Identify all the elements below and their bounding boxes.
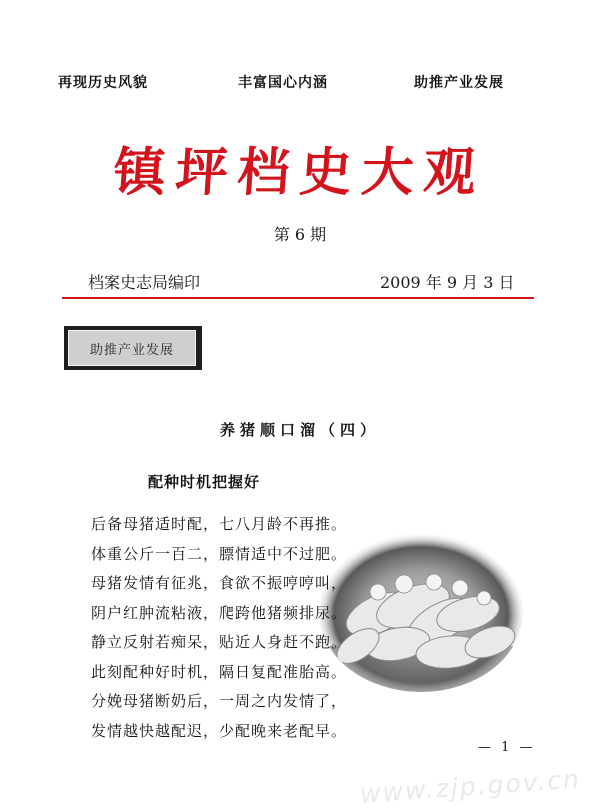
issue-number: 第 6 期 <box>273 225 327 244</box>
slogan-3: 助推产业发展 <box>414 75 504 91</box>
article-title: 养猪顺口溜（四） <box>219 421 380 439</box>
site-watermark: www.zjp.gov.cn <box>359 764 582 809</box>
column-label-inner <box>68 330 196 366</box>
poem-line: 分娩母猪断奶后，一周之内发情了， <box>91 692 348 710</box>
column-label: 助推产业发展 <box>89 342 174 358</box>
header-slogans <box>0 72 600 96</box>
poem-body <box>91 510 531 746</box>
poem-line: 后备母猪适时配，七八月龄不再推。 <box>91 515 348 533</box>
poem-line: 阴户红肿流粘液，爬跨他猪频排尿。 <box>91 603 348 622</box>
poem-line: 体重公斤一百二，膘情适中不过肥。 <box>91 544 348 563</box>
poem-line: 母猪发情有征兆，食欲不振哼哼叫， <box>91 574 348 592</box>
slogan-2: 丰富国心内涵 <box>238 75 328 91</box>
publish-date: 2009 年 9 月 3 日 <box>380 273 515 292</box>
masthead-title: 镇坪档史大观 <box>111 143 488 203</box>
slogan-1: 再现历史风貌 <box>58 75 148 91</box>
poem-line: 此刻配种好时机，隔日复配准胎高。 <box>91 662 348 681</box>
section-heading: 配种时机把握好 <box>148 473 261 491</box>
page-number: — 1 — <box>478 740 536 755</box>
column-label-box <box>64 326 202 370</box>
red-rule-divider <box>62 297 534 299</box>
poem-line: 发情越快越配迟，少配晚来老配早。 <box>91 721 348 740</box>
poem-line: 静立反射若痴呆，贴近人身赶不跑。 <box>91 633 348 651</box>
publisher-name: 档案史志局编印 <box>88 273 201 292</box>
